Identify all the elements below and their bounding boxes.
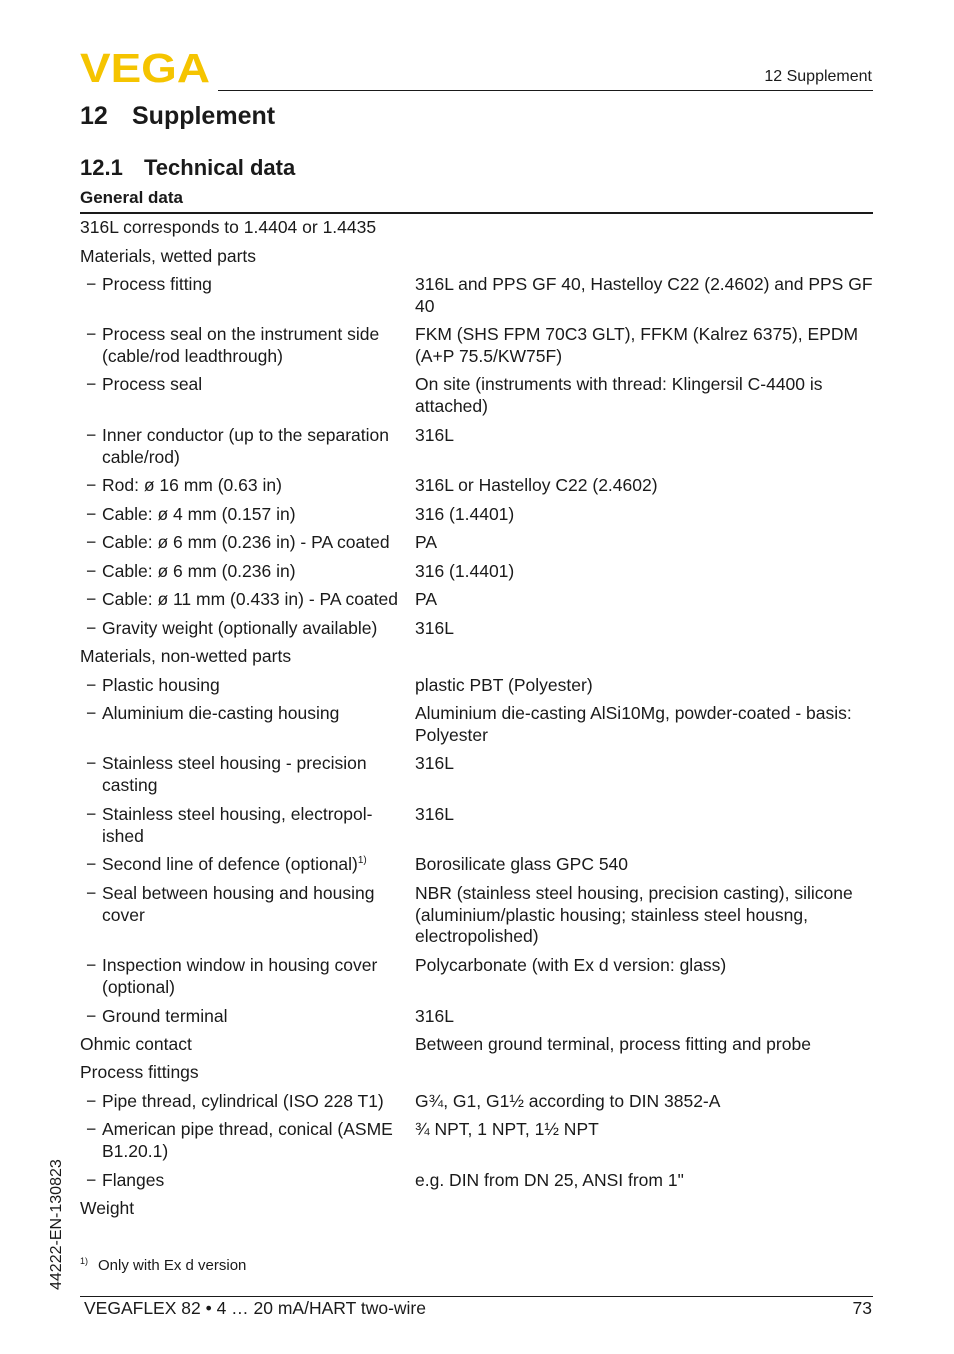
row-label [102, 1170, 402, 1192]
row-label-text: Cable: ø 6 mm (0.236 in) - PA coated [102, 532, 390, 552]
row-label-text: Gravity weight (optionally available) [102, 618, 378, 638]
row-label [102, 804, 402, 847]
row-label [102, 589, 402, 611]
row-label [102, 618, 402, 640]
row-label [102, 753, 402, 796]
row-label [102, 561, 402, 583]
row-label [102, 883, 402, 926]
row-value: 316 (1.4401) [415, 504, 515, 524]
footnote-text: Only with Ex d version [98, 1257, 247, 1274]
row-label [102, 854, 402, 876]
row-label-text: Cable: ø 6 mm (0.236 in) [102, 561, 296, 581]
row-label [80, 217, 410, 239]
vega-logo [80, 50, 212, 84]
chapter-number: 12 [80, 102, 108, 130]
row-value: 316L [415, 1006, 454, 1026]
row-label [102, 955, 402, 998]
row-label-text: American pipe thread, conical (ASME B1.20.1) [102, 1119, 393, 1161]
row-label [102, 324, 402, 367]
vega-logo-text: VEGA [80, 50, 210, 84]
row-label [102, 675, 402, 697]
row-label-text: Rod: ø 16 mm (0.63 in) [102, 475, 282, 495]
row-label [102, 374, 402, 396]
row-label-text: Flanges [102, 1170, 165, 1190]
row-value: 316L [415, 425, 454, 445]
row-label [102, 1091, 402, 1113]
row-label-text: Ohmic contact [80, 1034, 192, 1054]
row-label-text: Inner conductor (up to the separation cable/rod) [102, 425, 389, 467]
row-label [102, 1119, 402, 1162]
row-value: NBR (stainless steel housing, precision casting), silicone (aluminium/plastic housing; stainless steel housng, electropolished) [415, 883, 853, 946]
chapter-title: Supplement [132, 102, 276, 130]
row-label [102, 274, 402, 296]
row-label [80, 246, 410, 268]
row-label-text: Process seal [102, 374, 203, 394]
row-label [102, 504, 402, 526]
row-value: 316 (1.4401) [415, 561, 515, 581]
row-label [102, 703, 402, 725]
row-label-text: Ground terminal [102, 1006, 228, 1026]
footer-rule [80, 1296, 873, 1297]
table-rule [80, 212, 873, 214]
row-label-text: Cable: ø 4 mm (0.157 in) [102, 504, 296, 524]
row-value: On site (instruments with thread: Klingersil C-4400 is attached) [415, 374, 823, 416]
row-value: 316L [415, 753, 454, 773]
row-label-text: Stainless steel housing, electropol-ished [102, 804, 373, 846]
section-title: Technical data [144, 155, 296, 180]
row-value: 316L and PPS GF 40, Hastelloy C22 (2.4602) and PPS GF 40 [415, 274, 873, 316]
row-value: Polycarbonate (with Ex d version: glass) [415, 955, 727, 975]
row-value: PA [415, 589, 438, 609]
row-label-text: 316L corresponds to 1.4404 or 1.4435 [80, 217, 377, 237]
row-label-text: Inspection window in housing cover (optional) [102, 955, 378, 997]
row-value: 316L or Hastelloy C22 (2.4602) [415, 475, 658, 495]
row-value: PA [415, 532, 438, 552]
row-label [80, 1062, 410, 1084]
section-heading [80, 155, 295, 181]
row-label [80, 1198, 410, 1220]
row-label-text: Pipe thread, cylindrical (ISO 228 T1) [102, 1091, 384, 1111]
document-id: 44222-EN-130823 [48, 1159, 65, 1290]
row-value: e.g. DIN from DN 25, ANSI from 1" [415, 1170, 684, 1190]
row-label-text: Process seal on the instrument side (cable/rod leadthrough) [102, 324, 380, 366]
row-label-text: Process fittings [80, 1062, 199, 1082]
row-label-text: Process fitting [102, 274, 212, 294]
row-label-text: Stainless steel housing - precision casting [102, 753, 367, 795]
row-label [80, 1034, 410, 1056]
chapter-heading [80, 102, 275, 131]
subsection-heading: General data [80, 188, 183, 207]
row-value: Borosilicate glass GPC 540 [415, 854, 629, 874]
row-label-text: Materials, non-wetted parts [80, 646, 292, 666]
page-number: 73 [852, 1298, 872, 1318]
row-label-text: Plastic housing [102, 675, 220, 695]
row-value: Between ground terminal, process fitting and probe [415, 1034, 811, 1054]
row-label-text: Aluminium die-casting housing [102, 703, 340, 723]
row-value: ¾ NPT, 1 NPT, 1½ NPT [415, 1119, 599, 1139]
row-value: G¾, G1, G1½ according to DIN 3852-A [415, 1091, 721, 1111]
header-rule [218, 90, 873, 91]
footer-product: VEGAFLEX 82 • 4 … 20 mA/HART two-wire [84, 1298, 426, 1318]
row-label-text: Second line of defence (optional) [102, 854, 358, 874]
row-label-text: Cable: ø 11 mm (0.433 in) - PA coated [102, 589, 399, 609]
row-label-text: Seal between housing and housing cover [102, 883, 375, 925]
section-number: 12.1 [80, 155, 123, 180]
row-label [102, 532, 402, 554]
footnote [80, 1256, 246, 1274]
row-value: 316L [415, 618, 454, 638]
row-value: FKM (SHS FPM 70C3 GLT), FFKM (Kalrez 6375), EPDM (A+P 75.5/KW75F) [415, 324, 859, 366]
row-value: plastic PBT (Polyester) [415, 675, 593, 695]
footnote-reference: 1) [357, 855, 367, 867]
row-label-text: Weight [80, 1198, 135, 1218]
row-value: 316L [415, 804, 454, 824]
row-label [80, 646, 410, 668]
footnote-mark: 1) [80, 1256, 89, 1266]
row-label [102, 475, 402, 497]
row-label [102, 1006, 402, 1028]
row-label-text: Materials, wetted parts [80, 246, 257, 266]
row-label [102, 425, 402, 468]
row-value: Aluminium die-casting AlSi10Mg, powder-coated - basis: Polyester [415, 703, 852, 745]
header-section-title: 12 Supplement [764, 68, 872, 85]
